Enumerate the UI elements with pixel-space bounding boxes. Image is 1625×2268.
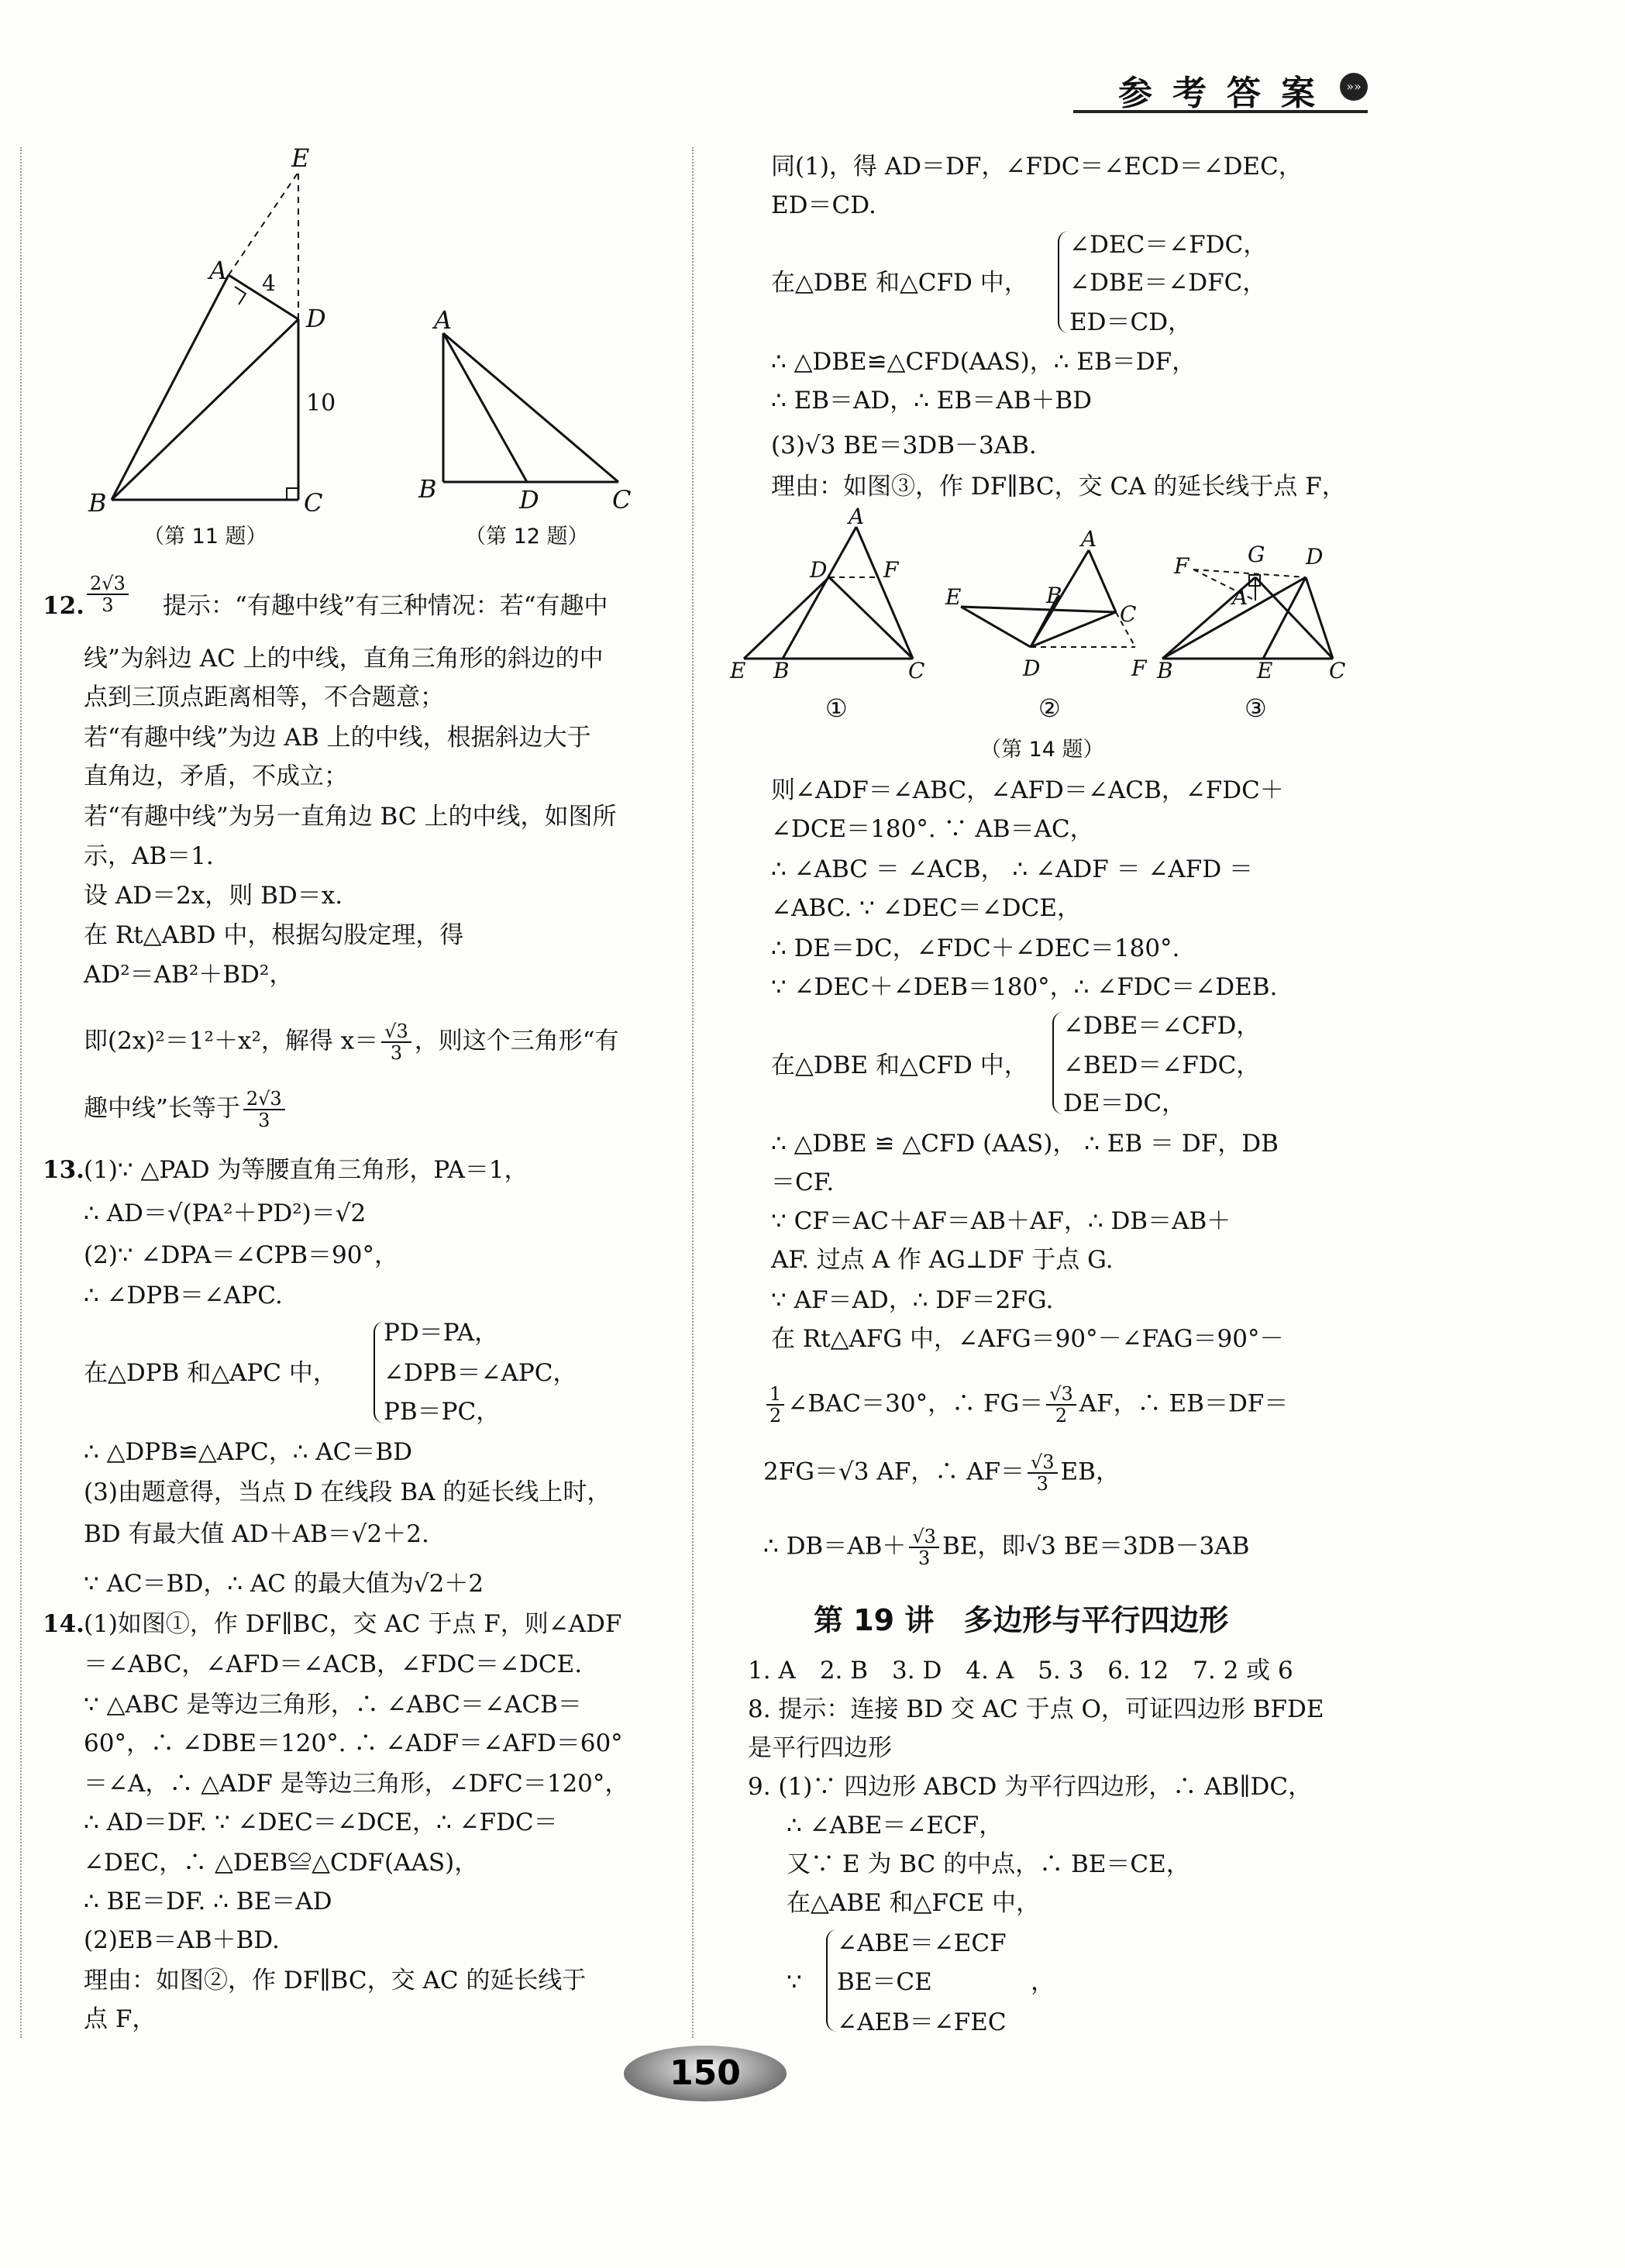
q13-brace-prefix: 在△DPB 和△APC 中， — [84, 1359, 337, 1387]
r-l19-frac1 — [766, 1384, 784, 1426]
r-brace1-1: ∠DEC＝∠FDC， — [1069, 231, 1268, 259]
q12-line-1: 提示：“有趣中线”有三种情况：若“有趣中 — [163, 592, 608, 620]
s-q8-line-2: 是平行四边形 — [748, 1734, 892, 1762]
q14-line-3: ∵ △ABC 是等边三角形，∴ ∠ABC＝∠ACB＝ — [84, 1691, 582, 1719]
r-line-12: ∵ ∠DEC＋∠DEB＝180°，∴ ∠FDC＝∠DEB. — [771, 973, 1278, 1001]
q13-brace-2: ∠DPB＝∠APC， — [384, 1359, 577, 1387]
r-line-1: 同(1)，得 AD＝DF，∠FDC＝∠ECD＝∠DEC， — [771, 153, 1303, 181]
q12-line-9: 在 Rt△ABD 中，根据勾股定理，得 — [84, 921, 464, 949]
q12-line-12-frac — [243, 1089, 285, 1131]
r-brace1-prefix: 在△DBE 和△CFD 中， — [771, 269, 1028, 297]
q12-line-7: 示，AB＝1. — [84, 842, 214, 870]
r-l19-frac2-den: 2 — [1055, 1405, 1068, 1427]
q14-line-6: ∴ AD＝DF. ∵ ∠DEC＝∠DCE，∴ ∠FDC＝ — [84, 1809, 558, 1836]
r-l20-frac-num: √3 — [1028, 1452, 1058, 1474]
fig14-1-label-B: B — [773, 658, 790, 683]
r-line-2: ED＝CD. — [771, 191, 876, 219]
fig14-1-label-F: F — [883, 557, 899, 583]
fig11-label-4: 4 — [262, 270, 276, 296]
s-q9-brace-1: ∠ABE＝∠ECF — [837, 1929, 1007, 1957]
fig14-3-label-F: F — [1174, 553, 1189, 579]
fig11-right-angle-A — [235, 287, 246, 305]
fig14-sub2-label: ② — [1038, 693, 1061, 723]
r-line-9: ∴ ∠ABC ＝ ∠ACB， ∴ ∠ADF ＝ ∠AFD ＝ — [771, 855, 1254, 883]
q14-line-8: ∴ BE＝DF. ∴ BE＝AD — [84, 1888, 332, 1915]
fig14-sub3-label: ③ — [1245, 693, 1267, 723]
r-l19-frac2-num: √3 — [1046, 1384, 1076, 1406]
fig14-2-label-D: D — [1023, 656, 1041, 681]
fig14-sub2 — [945, 526, 1148, 681]
q12-l12-frac-den: 3 — [258, 1110, 270, 1131]
fig12-line-AD — [443, 333, 527, 482]
header-rule — [1073, 110, 1368, 113]
r-line-21b: BE，即√3 BE＝3DB－3AB — [942, 1532, 1250, 1561]
r-l19-frac1-den: 2 — [769, 1405, 782, 1427]
fig11-right-angle-C — [287, 488, 298, 500]
fig12-caption: （第 12 题） — [465, 525, 589, 549]
fig11-line-AB — [112, 275, 229, 500]
q12-line-12 — [84, 1089, 288, 1131]
r-line-14: ＝CF. — [771, 1168, 835, 1196]
r-l21-frac-den: 3 — [918, 1547, 931, 1569]
fig11-label-B: B — [88, 488, 107, 511]
q14-line-9: (2)EB＝AB＋BD. — [84, 1926, 280, 1954]
q13-line-3: (2)∵ ∠DPA＝∠CPB＝90°， — [84, 1241, 398, 1269]
q12-l11-frac-den: 3 — [390, 1042, 403, 1064]
q13-brace-1: PD＝PA， — [384, 1319, 499, 1347]
r-line-4: ∴ EB＝AD，∴ EB＝AB＋BD — [771, 387, 1093, 415]
header-title: 参考答案 — [1118, 74, 1335, 113]
fig14-1-label-D: D — [810, 557, 828, 583]
fig14-1-label-A: A — [849, 504, 865, 529]
r-line-3: ∴ △DBE≌△CFD(AAS)，∴ EB＝DF， — [771, 348, 1196, 376]
q12-line-10: AD²＝AB²＋BD²， — [84, 961, 294, 989]
arrow-badge-icon: »» — [1340, 73, 1368, 101]
q12-line-6: 若“有趣中线”为另一直角边 BC 上的中线，如图所 — [84, 803, 617, 831]
q12-l12-frac-num: 2√3 — [243, 1089, 285, 1110]
fig14-2-label-B: B — [1046, 583, 1062, 608]
q14-line-7: ∠DEC，∴ △DEB≌△CDF(AAS)， — [84, 1849, 479, 1877]
q12-line-12a: 趣中线”长等于 — [84, 1094, 240, 1123]
q13-line-4: ∴ ∠DPB＝∠APC. — [84, 1282, 283, 1310]
q13-line-1: (1)∵ △PAD 为等腰直角三角形，PA＝1， — [84, 1156, 528, 1184]
q14-line-2: ＝∠ABC，∠AFD＝∠ACB，∠FDC＝∠DCE. — [84, 1650, 583, 1678]
r-l21-frac — [909, 1526, 939, 1568]
fig12-label-A: A — [434, 305, 453, 335]
fig11-label-D: D — [306, 304, 326, 333]
r-line-15: ∵ CF＝AC＋AF＝AB＋AF，∴ DB＝AB＋ — [771, 1207, 1231, 1235]
q12-answer-fraction — [87, 573, 129, 615]
r-line-21a: ∴ DB＝AB＋ — [763, 1532, 907, 1561]
s-q9-brace-prefix: ∵ — [787, 1968, 802, 1996]
q14-line-1: (1)如图①，作 DF∥BC，交 AC 于点 F，则∠ADF — [84, 1610, 622, 1638]
q12-line-3: 点到三顶点距离相等，不合题意； — [84, 683, 444, 711]
column-divider — [692, 147, 694, 2038]
r-l19-frac1-num: 1 — [766, 1384, 784, 1406]
r-line-8: ∠DCE＝180°. ∵ AB＝AC， — [771, 815, 1094, 843]
fig11-label-C: C — [304, 488, 323, 511]
s-q9-brace-3: ∠AEB＝∠FEC — [837, 2008, 1007, 2036]
fig14-sub1 — [729, 504, 924, 683]
q12-line-11 — [84, 1021, 619, 1063]
q12-l11-frac-num: √3 — [381, 1021, 411, 1043]
q14-line-10: 理由：如图②，作 DF∥BC，交 AC 的延长线于 — [84, 1967, 587, 1994]
r-brace1-2: ∠DBE＝∠DFC， — [1069, 269, 1267, 297]
r-line-20b: EB， — [1060, 1458, 1120, 1486]
q12-line-11b: ，则这个三角形“有 — [414, 1027, 619, 1055]
q13-line-2: ∴ AD＝√(PA²＋PD²)＝√2 — [84, 1199, 367, 1227]
fig12-label-D: D — [519, 485, 539, 515]
s-answers-1-7: 1. A 2. B 3. D 4. A 5. 3 6. 12 7. 2 或 6 — [748, 1657, 1293, 1685]
r-l19-frac2 — [1046, 1384, 1076, 1426]
r-line-10: ∠ABC. ∵ ∠DEC＝∠DCE， — [771, 894, 1081, 922]
s-q9-brace-2-comma: ， — [1031, 1968, 1055, 1996]
r-line-13: ∴ △DBE ≌ △CFD (AAS)， ∴ EB ＝ DF，DB — [771, 1130, 1279, 1158]
left-margin-rule — [20, 147, 22, 2038]
fig14-3-label-E: E — [1257, 658, 1273, 683]
q13-line-7: BD 有最大值 AD＋AB＝√2＋2. — [84, 1520, 429, 1548]
s-q9-line-1: 9. (1)∵ 四边形 ABCD 为平行四边形，∴ AB∥DC， — [748, 1773, 1313, 1801]
q12-line-5: 直角边，矛盾，不成立； — [84, 762, 348, 790]
r-line-18: 在 Rt△AFG 中，∠AFG＝90°－∠FAG＝90°－ — [771, 1325, 1284, 1353]
section-title: 第 19 讲 多边形与平行四边形 — [814, 1603, 1229, 1637]
r-line-16: AF. 过点 A 作 AG⊥DF 于点 G. — [771, 1246, 1114, 1274]
fig14-2-label-F: F — [1131, 656, 1147, 681]
fig14-2-label-C: C — [1120, 601, 1137, 627]
s-q9-line-3: 又∵ E 为 BC 的中点，∴ BE＝CE， — [787, 1850, 1190, 1878]
r-line-17: ∵ AF＝AD，∴ DF＝2FG. — [771, 1286, 1054, 1314]
figure-11 — [77, 147, 356, 511]
r-brace1-icon — [1058, 231, 1070, 333]
fig11-line-BD — [112, 319, 298, 500]
q12-line-8: 设 AD＝2x，则 BD＝x. — [84, 882, 343, 910]
r-brace2-prefix: 在△DBE 和△CFD 中， — [771, 1051, 1028, 1079]
r-line-7: 则∠ADF＝∠ABC，∠AFD＝∠ACB，∠FDC＋ — [771, 776, 1284, 804]
r-line-19 — [763, 1384, 1288, 1426]
q12-frac-num: 2√3 — [87, 573, 129, 595]
fig11-caption: （第 11 题） — [143, 525, 267, 549]
q12-line-11-frac — [381, 1021, 411, 1063]
q12-line-4: 若“有趣中线”为边 AB 上的中线，根据斜边大于 — [84, 724, 591, 752]
q13-line-5: ∴ △DPB≌△APC，∴ AC＝BD — [84, 1438, 413, 1466]
r-l21-frac-num: √3 — [909, 1526, 939, 1548]
s-q9-line-4: 在△ABE 和△FCE 中， — [787, 1889, 1041, 1917]
r-l20-frac-den: 3 — [1036, 1473, 1048, 1495]
fig14-sub3 — [1156, 542, 1345, 683]
q13-brace-3: PB＝PC， — [384, 1398, 501, 1426]
r-brace2-1: ∠DBE＝∠CFD， — [1063, 1012, 1261, 1040]
r-brace1-3: ED＝CD， — [1069, 308, 1193, 336]
r-line-20 — [763, 1452, 1120, 1494]
s-q9-brace-2: BE＝CE — [837, 1968, 932, 1996]
q12-frac-den: 3 — [102, 594, 114, 616]
fig11-label-10: 10 — [306, 390, 336, 417]
r-line-21 — [763, 1526, 1249, 1568]
q12-number: 12. — [43, 592, 84, 620]
q14-line-4: 60°，∴ ∠DBE＝120°. ∴ ∠ADF＝∠AFD＝60° — [84, 1729, 623, 1757]
q14-number: 14. — [43, 1610, 84, 1638]
q12-line-2: 线”为斜边 AC 上的中线，直角三角形的斜边的中 — [84, 645, 604, 673]
r-brace2-2: ∠BED＝∠FDC， — [1063, 1051, 1261, 1079]
fig11-label-E: E — [291, 147, 310, 173]
q14-line-5: ＝∠A，∴ △ADF 是等边三角形，∠DFC＝120°， — [84, 1770, 629, 1798]
r-line-5: (3)√3 BE＝3DB－3AB. — [771, 432, 1037, 459]
fig14-caption: （第 14 题） — [980, 738, 1104, 762]
figure-12 — [411, 302, 643, 519]
page-number: 150 — [624, 2046, 787, 2101]
fig14-1-label-C: C — [908, 658, 925, 683]
fig14-1-label-E: E — [730, 658, 746, 683]
fig14-2-label-E: E — [945, 584, 962, 610]
fig14-sub1-label: ① — [825, 693, 848, 723]
q13-line-8: ∵ AC＝BD，∴ AC 的最大值为√2＋2 — [84, 1570, 484, 1598]
fig11-label-A: A — [209, 256, 228, 285]
r-line-19b: AF，∴ EB＝DF＝ — [1079, 1389, 1289, 1418]
fig12-label-B: B — [418, 474, 437, 504]
q13-line-6: (3)由题意得，当点 D 在线段 BA 的延长线上时， — [84, 1478, 611, 1506]
page-header — [1073, 62, 1368, 116]
fig14-3-label-D: D — [1306, 544, 1324, 570]
fig14-3-label-A: A — [1232, 584, 1248, 610]
fig14-3-label-C: C — [1329, 658, 1346, 683]
r-l20-frac — [1028, 1452, 1058, 1494]
r-line-11: ∴ DE＝DC，∠FDC＋∠DEC＝180°. — [771, 934, 1180, 962]
s-q9-line-2: ∴ ∠ABE＝∠ECF， — [787, 1812, 1004, 1840]
fig14-3-label-B: B — [1157, 658, 1173, 683]
fig12-line-AC — [443, 333, 618, 482]
fig12-label-C: C — [612, 485, 632, 515]
r-brace2-3: DE＝DC， — [1063, 1089, 1186, 1117]
r-line-20a: 2FG＝√3 AF，∴ AF＝ — [763, 1458, 1024, 1486]
q12-line-11a: 即(2x)²＝1²＋x²，解得 x＝ — [84, 1027, 379, 1055]
s-q8-line-1: 8. 提示：连接 BD 交 AC 于点 O，可证四边形 BFDE — [748, 1695, 1324, 1723]
r-line-6: 理由：如图③，作 DF∥BC，交 CA 的延长线于点 F， — [771, 473, 1346, 501]
fig11-dash-AE — [229, 172, 298, 275]
q14-line-11: 点 F， — [84, 2005, 157, 2033]
r-line-19a: ∠BAC＝30°，∴ FG＝ — [787, 1389, 1044, 1418]
figure-14 — [721, 504, 1372, 728]
q13-number: 13. — [43, 1156, 84, 1184]
fig14-2-label-A: A — [1081, 526, 1097, 552]
fig14-3-label-G: G — [1248, 542, 1265, 567]
